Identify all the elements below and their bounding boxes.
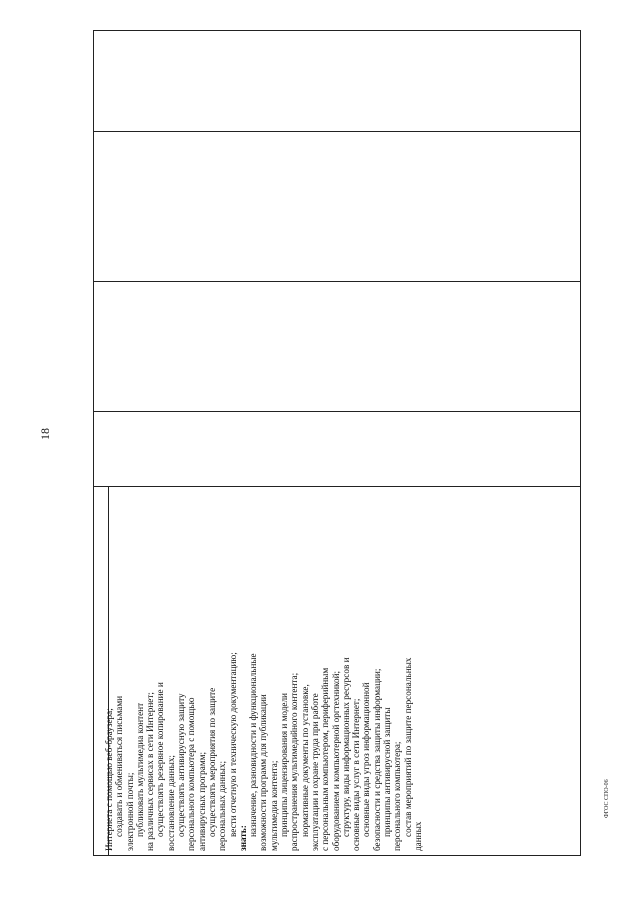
text-line: данных xyxy=(412,821,423,851)
text-line: электронной почты; xyxy=(124,772,135,851)
text-line: нормативные документы по установке, xyxy=(299,684,310,837)
text-line: восстановление данных; xyxy=(165,755,176,851)
text-line: публиковать мультимедиа контент xyxy=(134,702,145,837)
text-line: принципы антивирусной защиты xyxy=(382,707,393,837)
column-divider xyxy=(94,486,580,487)
text-line: на различных сервисах в сети Интернет; xyxy=(145,692,156,851)
text-line: принципы лицензирования и модели xyxy=(279,693,290,837)
empty-cell xyxy=(94,412,580,486)
text-line: возможности программ для публикации xyxy=(258,694,269,851)
empty-cell xyxy=(94,282,580,411)
empty-cell xyxy=(94,31,580,131)
text-line: антивирусных программ; xyxy=(196,751,207,851)
text-line: вести отчетную и техническую документацию; xyxy=(227,652,238,837)
text-line: осуществлять мероприятия по защите xyxy=(206,687,217,837)
text-line: структуру, виды информационных ресурсов и xyxy=(340,657,351,837)
text-line: безопасности и средства защиты информации; xyxy=(371,668,382,851)
text-line: осуществлять резервное копирование и xyxy=(155,682,166,837)
skills-knowledge-text xyxy=(104,652,423,851)
text-line: назначение, разновидности и функциональные xyxy=(248,653,259,837)
text-line: эксплуатации и охране труда при работе xyxy=(309,693,320,851)
text-line: осуществлять антивирусную защиту xyxy=(176,693,187,837)
text-line: основные виды услуг в сети Интернет; xyxy=(351,698,362,851)
text-line: персональных данных; xyxy=(217,761,228,851)
text-line: состав мероприятий по защите персональных xyxy=(402,657,413,837)
empty-cell xyxy=(94,132,580,281)
text-line: основные виды угроз информационной xyxy=(361,682,372,837)
footer-code: ФГОС СПО-06 xyxy=(604,779,610,818)
text-line: оборудованием и компьютерной оргтехникой; xyxy=(330,670,341,851)
text-line: создавать и обмениваться письмами xyxy=(114,695,125,837)
text-line: Интернета с помощью веб-браузера; xyxy=(104,708,114,851)
text-line: мультимедиа контента; xyxy=(268,760,279,851)
page-number: 18 xyxy=(38,428,52,440)
text-line: персонального компьютера; xyxy=(392,741,403,851)
requirements-table xyxy=(93,30,581,856)
text-line: персонального компьютера с помощью xyxy=(186,697,197,851)
text-line: с персональным компьютером, периферийным xyxy=(320,667,331,851)
text-line: знать: xyxy=(237,825,248,851)
text-line: распространения мультимедийного контента; xyxy=(289,672,300,851)
